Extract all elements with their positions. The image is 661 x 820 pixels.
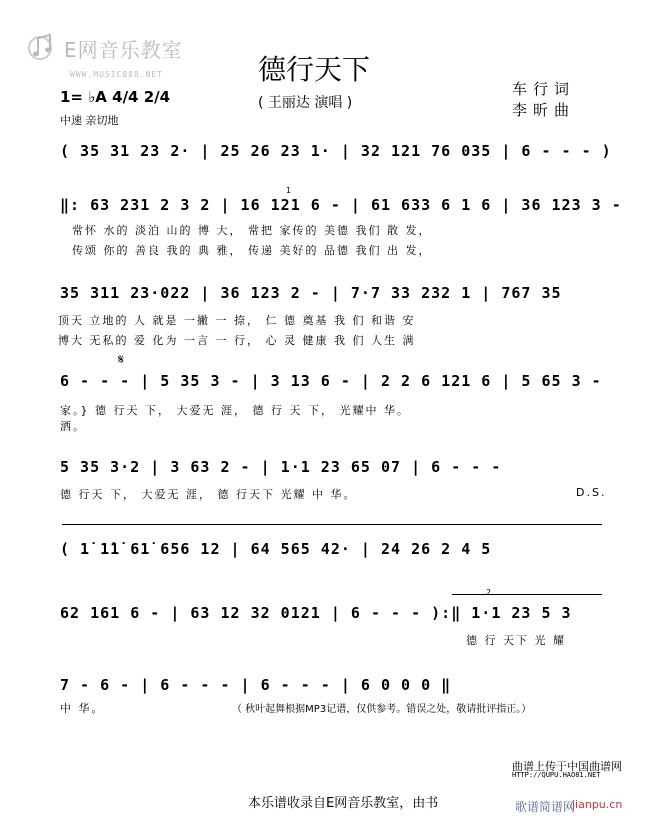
site-logo xyxy=(20,28,190,84)
singer-credit: ( 王丽达 演唱 ) xyxy=(258,95,353,111)
logo-text: E网音乐教室 xyxy=(64,38,183,62)
upload-url[interactable]: HTTP://QUPU.HAO81.NET xyxy=(512,771,601,779)
transcriber-note: （ 秋叶起舞根据MP3记谱，仅供参考。错误之处，敬请批评指正。） xyxy=(232,704,532,715)
song-title: 德行天下 xyxy=(258,53,371,86)
lyricist-credit: 车行词 xyxy=(512,80,576,98)
collection-footer: 本乐谱收录自E网音乐教室，由书 xyxy=(248,796,439,811)
lyrics-row-3-verse-2: 博大 无私的 爱 化为 一言 一 行， 心 灵 健康 我 们 人生 满 xyxy=(58,334,416,347)
lyrics-row-3-verse-1: 顶天 立地的 人 就是 一撇 一 捺， 仁 德 奠基 我 们 和谐 安 xyxy=(58,314,416,327)
lyrics-row-8: 中 华。 xyxy=(60,702,105,715)
score-row-8-notes: 7 - 6 - | 6 - - - | 6 - - - | 6 0 0 0 ‖ xyxy=(60,676,452,694)
lyrics-row-2-verse-1: 常怀 水的 淡泊 山的 博 大， 常把 家传的 美德 我们 散 发， xyxy=(72,224,432,237)
lyrics-row-7: 德 行 天下 光 耀 xyxy=(466,634,566,647)
composer-credit: 李昕曲 xyxy=(512,101,576,119)
tempo-marking: 中速 亲切地 xyxy=(60,114,119,127)
key-signature: 1= ♭A 4/4 2/4 xyxy=(60,88,171,106)
ds-marking: D.S. xyxy=(576,486,607,499)
score-row-5-notes: 5 35 3·2 | 3 63 2 - | 1·1 23 65 07 | 6 - - - xyxy=(60,458,502,476)
music-note-logo-icon xyxy=(26,32,60,62)
bottom-watermark-url: jianpu.cn xyxy=(572,798,623,811)
upload-note: 曲谱上传于中国曲谱网 xyxy=(512,760,622,773)
score-row-4-notes: 6 - - - | 5 35 3 - | 3 13 6 - | 2 2 6 121 6 | 5 65 3 - xyxy=(60,372,602,390)
score-row-1-notes: ( 35 31 23 2· | 25 26 23 1· | 32 121 76 035 | 6 - - - ) xyxy=(60,142,612,160)
score-row-6-notes: ( 1̇ 1̇1̇ 61̇ 656 12 | 64 565 42· | 24 26 2 4 5 xyxy=(60,540,492,558)
lyrics-row-4-line-1: 家。} 德 行天 下， 大爱无 涯， 德 行 天 下， 光耀中 华。 xyxy=(60,404,410,417)
lyrics-row-5: 德 行天 下， 大爱无 涯， 德 行天下 光耀 中 华。 xyxy=(60,488,357,501)
score-row-2-notes: ‖: 63 231 2 3 2 | 16 121 6 - | 61 633 6 1 6 | 36 123 3 - xyxy=(60,196,622,214)
volta-2-bracket xyxy=(452,594,602,595)
volta-1-mark: 1 xyxy=(286,186,292,195)
score-row-3-notes: 35 311 23·022 | 36 123 2 - | 7·7 33 232 1 | 767 35 xyxy=(60,284,562,302)
repeat-bracket-line xyxy=(62,524,602,525)
segno-sign: 𝄋 xyxy=(118,352,125,368)
logo-url: WWW.MUSIC888.NET xyxy=(70,70,164,79)
lyrics-row-4-line-2: 洒。 xyxy=(60,420,86,433)
bottom-watermark: 歌谱简谱网 xyxy=(515,800,576,814)
volta-2-mark: 2 xyxy=(486,588,492,597)
score-row-7-notes: 62 161 6 - | 63 12 32 0121 | 6 - - - ):‖ 1·1 23 5 3 xyxy=(60,604,572,622)
lyrics-row-2-verse-2: 传颂 你的 善良 我的 典 雅， 传递 美好的 品德 我们 出 发， xyxy=(72,244,432,257)
